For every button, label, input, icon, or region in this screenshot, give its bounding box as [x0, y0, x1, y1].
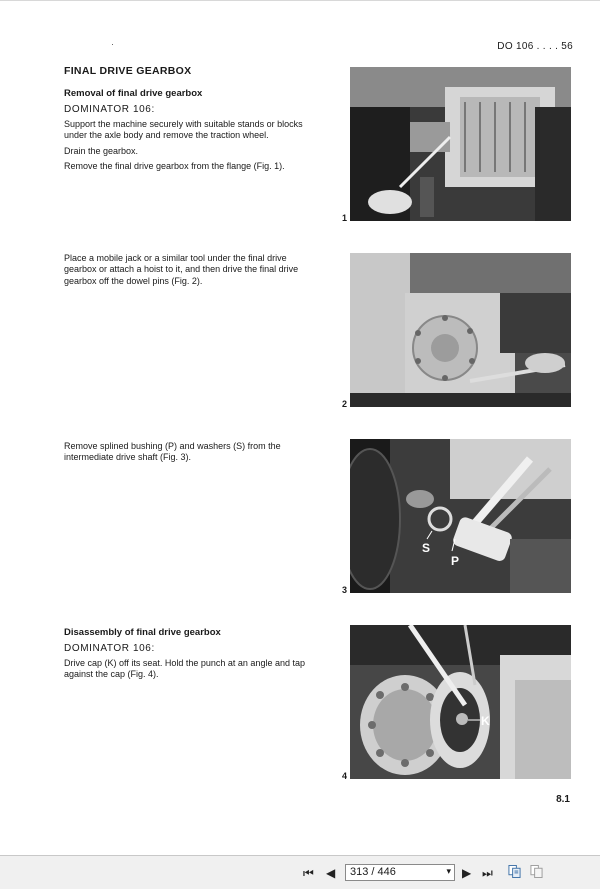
figure-3-label-s: S: [422, 541, 431, 555]
model-label: DOMINATOR 106:: [64, 643, 155, 654]
page-display: 313 / 446: [350, 866, 396, 878]
figure-3-label-p: P: [451, 554, 460, 568]
page-view-icon[interactable]: [508, 864, 521, 879]
chevron-down-icon[interactable]: ▾: [446, 866, 451, 876]
scan-speck: [112, 44, 113, 45]
paragraph: Remove splined bushing (P) and washers (S) from the intermediate drive shaft (Fig. 3).: [64, 441, 281, 463]
previous-page-icon[interactable]: ◀: [326, 866, 336, 880]
figure-2-photo: [350, 253, 571, 407]
first-page-icon[interactable]: ⏮: [303, 866, 314, 880]
figure-2-number: 2: [342, 399, 348, 409]
paragraph: Drain the gearbox.: [64, 145, 139, 156]
model-label: DOMINATOR 106:: [64, 104, 155, 115]
page-number-input[interactable]: [345, 864, 455, 881]
subsection-title: Disassembly of final drive gearbox: [64, 627, 221, 638]
disassembly-instructions: [64, 627, 314, 681]
page-number: 8.1: [556, 794, 570, 805]
figure-3-photo: [350, 439, 571, 593]
paragraph: Place a mobile jack or a similar tool under the final drive gearbox or attach a hoist to it, and then drive the final drive gearbox off the dowel pins (Fig. 2).: [64, 253, 299, 286]
document-reference: DO 106 . . . . 56: [497, 41, 573, 52]
figure-4-photo: [350, 625, 571, 779]
subsection-title: Removal of final drive gearbox: [64, 88, 203, 99]
figure-4-number: 4: [342, 771, 348, 781]
figure-1-number: 1: [342, 213, 348, 223]
figure-4-label-k: K: [481, 714, 490, 728]
figure-3-number: 3: [342, 585, 348, 595]
next-page-icon[interactable]: ▶: [462, 866, 472, 880]
last-page-icon[interactable]: ⏭: [482, 866, 493, 880]
jack-instructions: [64, 253, 314, 287]
viewer-toolbar: [0, 855, 600, 889]
figure-1-photo: [350, 67, 571, 221]
removal-instructions: [64, 88, 314, 173]
section-title: FINAL DRIVE GEARBOX: [64, 65, 192, 77]
paragraph: Drive cap (K) off its seat. Hold the punch at an angle and tap against the cap (Fig. 4).: [64, 658, 305, 680]
paragraph: Remove the final drive gearbox from the flange (Fig. 1).: [64, 161, 285, 172]
bushing-instructions: [64, 441, 314, 464]
paragraph: Support the machine securely with suitable stands or blocks under the axle body and remove the traction wheel.: [64, 119, 303, 141]
dual-page-view-icon[interactable]: [530, 864, 543, 879]
